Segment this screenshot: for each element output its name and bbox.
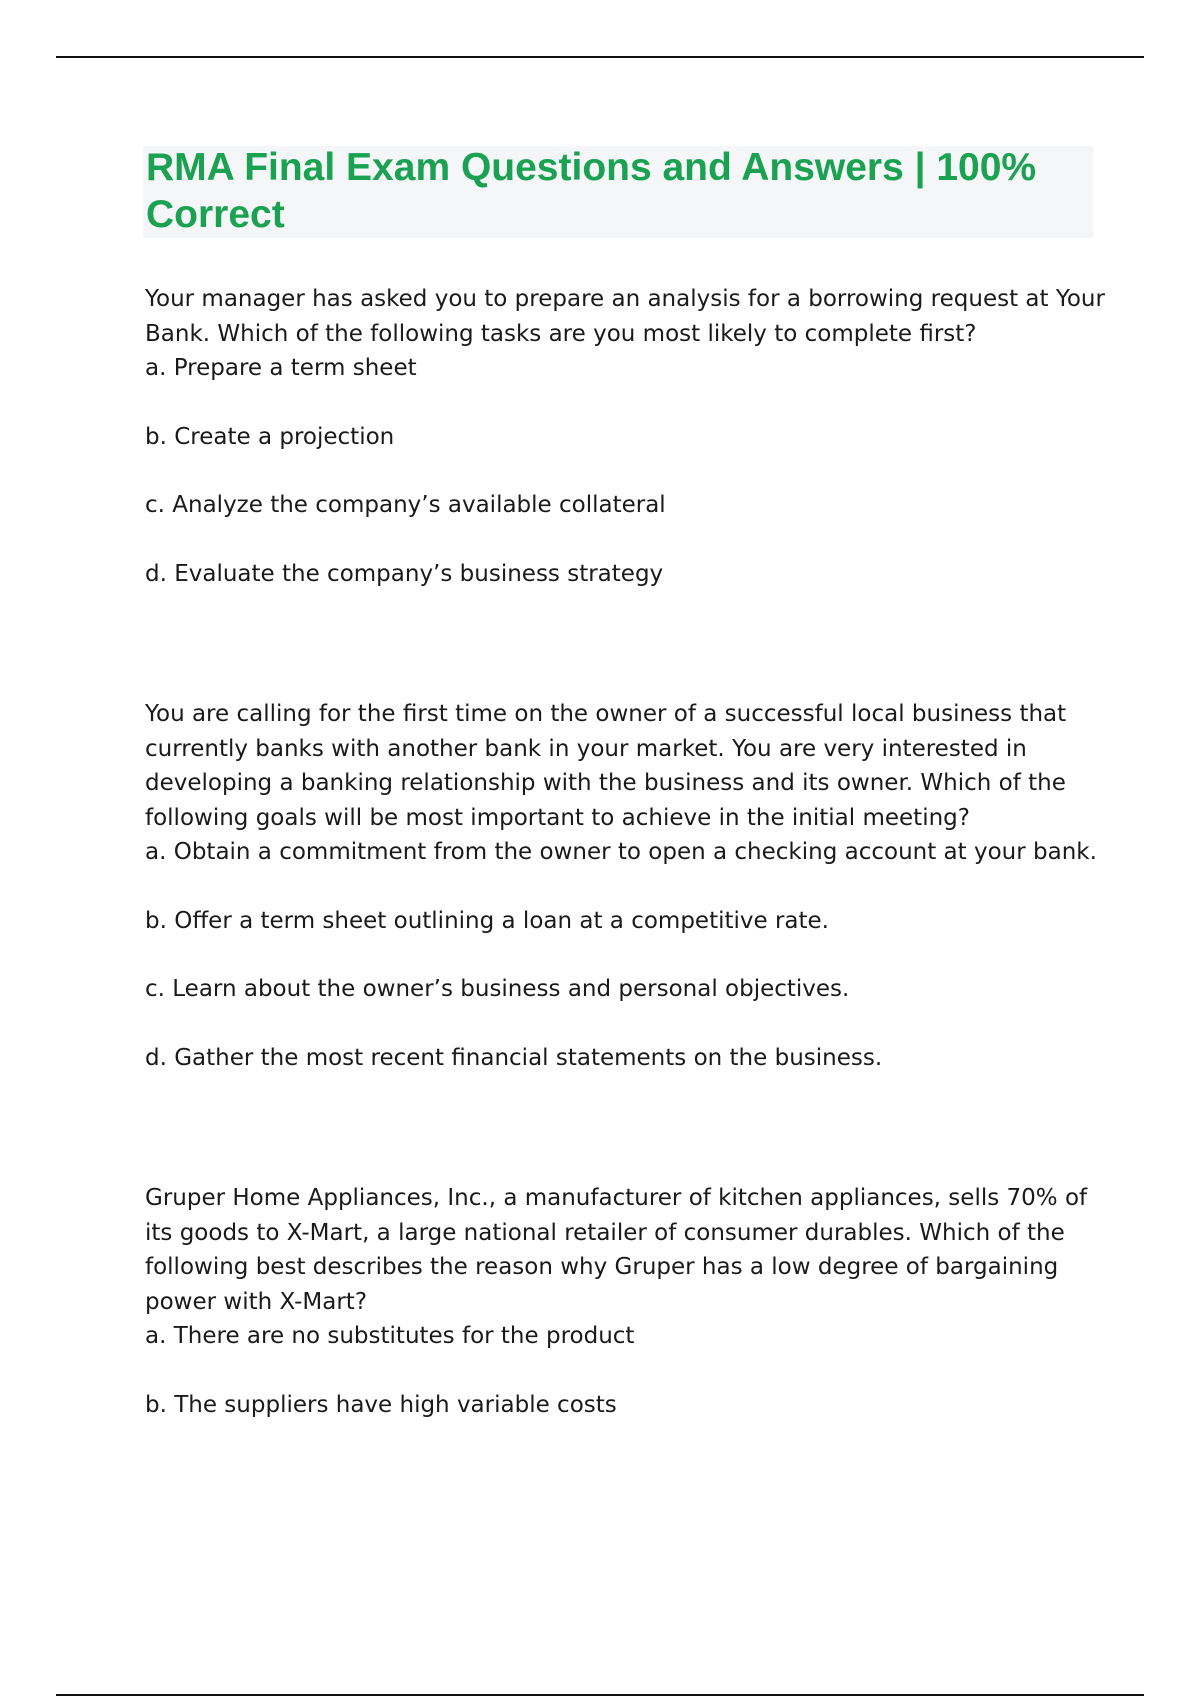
answer-option-c: c. Learn about the owner’s business and personal objectives. [145,976,850,1002]
answer-option-a: a. There are no substitutes for the product [145,1323,635,1349]
answer-option-c: c. Analyze the company’s available collateral [145,492,666,518]
bottom-divider [56,1694,1144,1696]
document-title: RMA Final Exam Questions and Answers | 100% Correct [146,146,1037,236]
answer-option-d: d. Evaluate the company’s business strategy [145,560,664,587]
question-block [145,697,1105,1075]
question-stem: Your manager has asked you to prepare an analysis for a borrowing request at Your Bank. Which of the following tasks are you most likely to complete first? [145,286,1105,347]
answer-option-a: a. Obtain a commitment from the owner to open a checking account at your bank. [145,839,1097,865]
answer-option-b: b. Offer a term sheet outlining a loan at a competitive rate. [145,907,829,934]
answer-option-d: d. Gather the most recent financial statements on the business. [145,1044,883,1071]
answer-option-a: a. Prepare a term sheet [145,355,417,381]
question-block [145,1181,1105,1422]
answer-option-b: b. Create a projection [145,423,395,450]
question-block [145,282,1105,591]
question-stem: Gruper Home Appliances, Inc., a manufacturer of kitchen appliances, sells 70% of its goods to X-Mart, a large national retailer of consumer durables. Which of the following best describes the reason why Gruper has a low degree of bargaining power with X-Mart? [145,1185,1088,1315]
top-divider [56,56,1144,58]
answer-option-b: b. The suppliers have high variable costs [145,1391,617,1418]
question-stem: You are calling for the first time on the owner of a successful local business that currently banks with another bank in your market. You are very interested in developing a banking relationship with the business and its owner. Which of the following goals will be most important to achieve in the initial meeting? [145,701,1067,831]
